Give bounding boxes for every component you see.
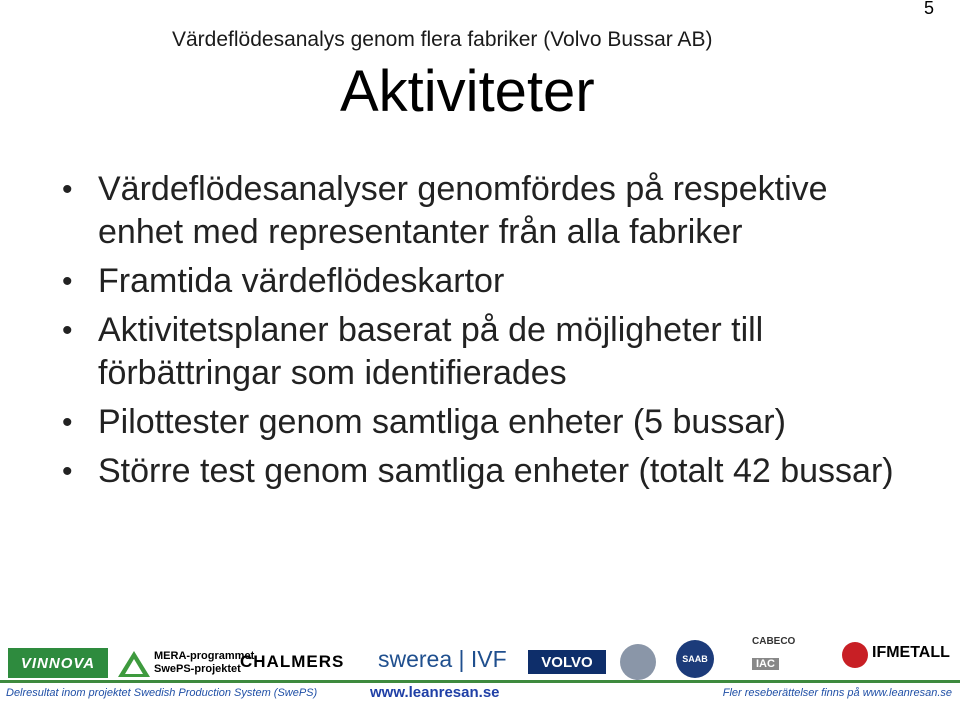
- page-number: 5: [923, 0, 934, 18]
- bullet-text: Aktivitetsplaner baserat på de möjligheter till förbättringar som identifierades: [98, 311, 764, 392]
- bullet-text: Större test genom samtliga enheter (totalt 42 bussar): [98, 452, 894, 490]
- bullet-item: [60, 401, 920, 444]
- bullet-dot: •: [62, 265, 73, 298]
- saab-logo: SAAB: [676, 640, 714, 678]
- volvo-badge-icon: [620, 644, 656, 680]
- slide-subtitle: Värdeflödesanalys genom flera fabriker (Volvo Bussar AB): [172, 28, 713, 51]
- swerea-logo: swerea | IVF: [378, 646, 507, 672]
- bullet-dot: •: [62, 455, 73, 488]
- bullet-text: Värdeflödesanalyser genomfördes på respektive enhet med representanter från alla fabriker: [98, 170, 828, 251]
- footer-website-link[interactable]: www.leanresan.se: [370, 684, 500, 701]
- bullet-item: [60, 450, 920, 493]
- vinnova-logo: VINNOVA: [8, 648, 108, 678]
- mera-line2: SwePS-projektet: [154, 663, 241, 675]
- bullet-dot: •: [62, 406, 73, 439]
- mera-triangle-icon: [116, 650, 152, 678]
- chalmers-logo: CHALMERS: [240, 652, 345, 671]
- bullet-list: [60, 168, 920, 499]
- bullet-dot: •: [62, 173, 73, 206]
- iac-logo: IAC: [752, 658, 779, 670]
- ifmetall-logo: IFMETALL: [872, 644, 950, 661]
- ifmetall-globe-icon: [842, 642, 868, 668]
- bullet-item: [60, 309, 920, 395]
- slide-title: Aktiviteter: [340, 59, 595, 124]
- bullet-text: Pilottester genom samtliga enheter (5 bussar): [98, 403, 786, 441]
- bullet-item: [60, 168, 920, 254]
- bullet-dot: •: [62, 314, 73, 347]
- cabeco-logo: CABECO: [752, 636, 796, 647]
- footer-right-text: Fler reseberättelser finns på www.leanresan.se: [722, 687, 952, 699]
- footer-left-text: Delresultat inom projektet Swedish Production System (SwePS): [6, 687, 318, 699]
- bullet-text: Framtida värdeflödeskartor: [98, 262, 505, 300]
- logo-strip: [0, 630, 960, 682]
- volvo-logo: VOLVO: [528, 650, 606, 674]
- bullet-item: [60, 260, 920, 303]
- mera-line1: MERA-programmet: [154, 650, 255, 662]
